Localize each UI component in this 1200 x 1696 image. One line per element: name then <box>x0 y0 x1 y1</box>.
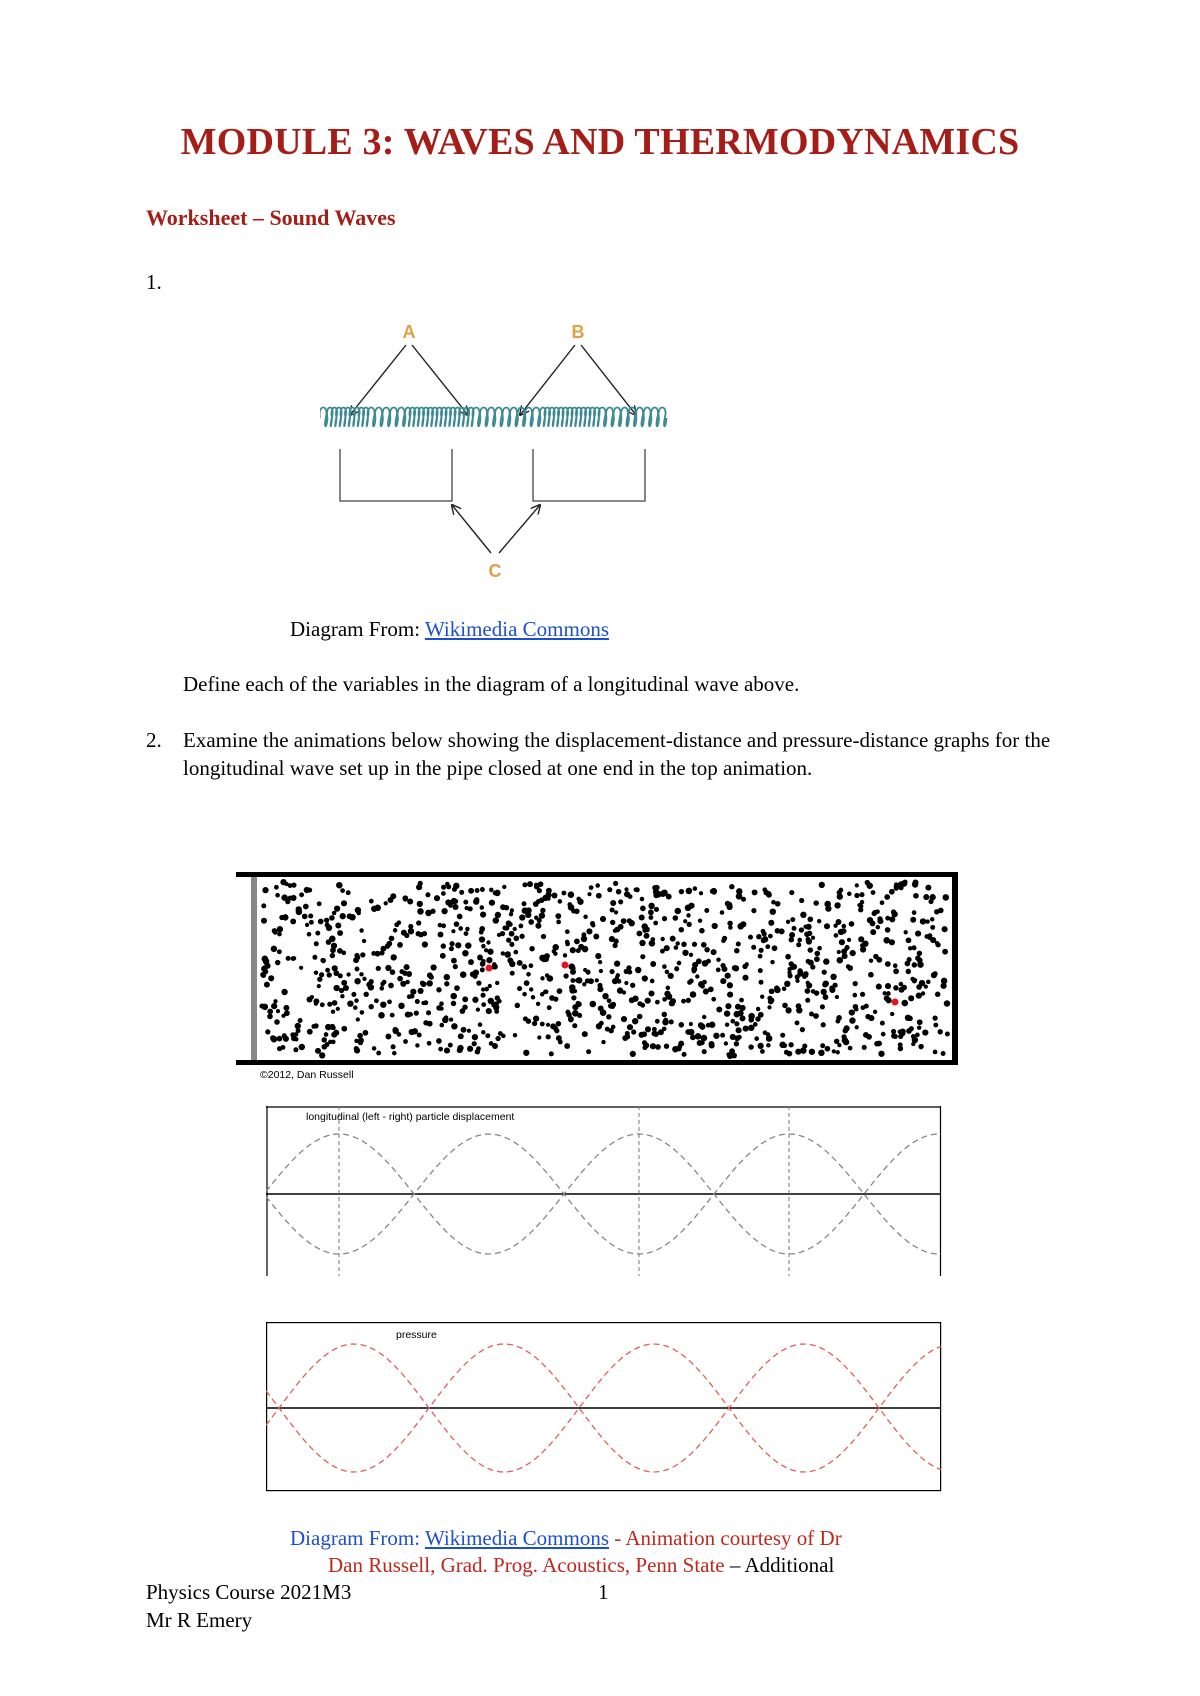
footer-author: Mr R Emery <box>146 1608 253 1632</box>
label-b: B <box>571 322 585 342</box>
footer-page-number: 1 <box>598 1580 609 1604</box>
worksheet-subtitle: Worksheet – Sound Waves <box>146 205 396 230</box>
longitudinal-wave-spring-diagram <box>320 315 690 590</box>
pressure-distance-graph <box>266 1322 942 1492</box>
closed-pipe-particle-animation <box>236 872 958 1084</box>
brackets <box>340 449 645 501</box>
caption2-prefix: Diagram From: <box>290 1526 425 1550</box>
arrows-b <box>520 345 636 415</box>
wikimedia-commons-link[interactable]: Wikimedia Commons <box>424 617 609 641</box>
question-1-text: Define each of the variables in the diagram of a longitudinal wave above. <box>183 672 800 696</box>
caption2-red-1: - Animation courtesy of Dr <box>609 1526 842 1550</box>
air-particles <box>259 879 950 1059</box>
question-2-text: Examine the animations below showing the displacement-distance and pressure-distance graphs for the longitudinal wave set up in the pipe closed at one end in the top animation. <box>183 728 1051 780</box>
arrows-c <box>452 505 540 553</box>
caption-prefix: Diagram From: <box>290 617 425 641</box>
pressure-label: pressure <box>396 1329 437 1341</box>
caption2-tail: – Additional <box>724 1553 835 1577</box>
displacement-distance-graph <box>266 1106 942 1276</box>
wikimedia-commons-link-2[interactable]: Wikimedia Commons <box>424 1526 609 1550</box>
question-1-number: 1. <box>146 270 162 294</box>
diagram-2-caption <box>290 1524 950 1552</box>
footer-course: Physics Course 2021M3 <box>146 1580 352 1604</box>
diagram-2-caption-line-2 <box>328 1551 968 1579</box>
displacement-label: longitudinal (left - right) particle displacement <box>306 1111 515 1123</box>
arrows-a <box>350 345 468 415</box>
module-title: MODULE 3: WAVES AND THERMODYNAMICS <box>180 121 1020 163</box>
label-a: A <box>402 322 416 342</box>
spring-coil <box>320 408 667 427</box>
label-c: C <box>488 561 502 581</box>
question-2-number: 2. <box>146 728 162 752</box>
diagram-1-caption <box>290 615 609 643</box>
caption2-red-2: Dan Russell, Grad. Prog. Acoustics, Penn State <box>328 1553 725 1577</box>
animation-credit: ©2012, Dan Russell <box>260 1069 354 1081</box>
